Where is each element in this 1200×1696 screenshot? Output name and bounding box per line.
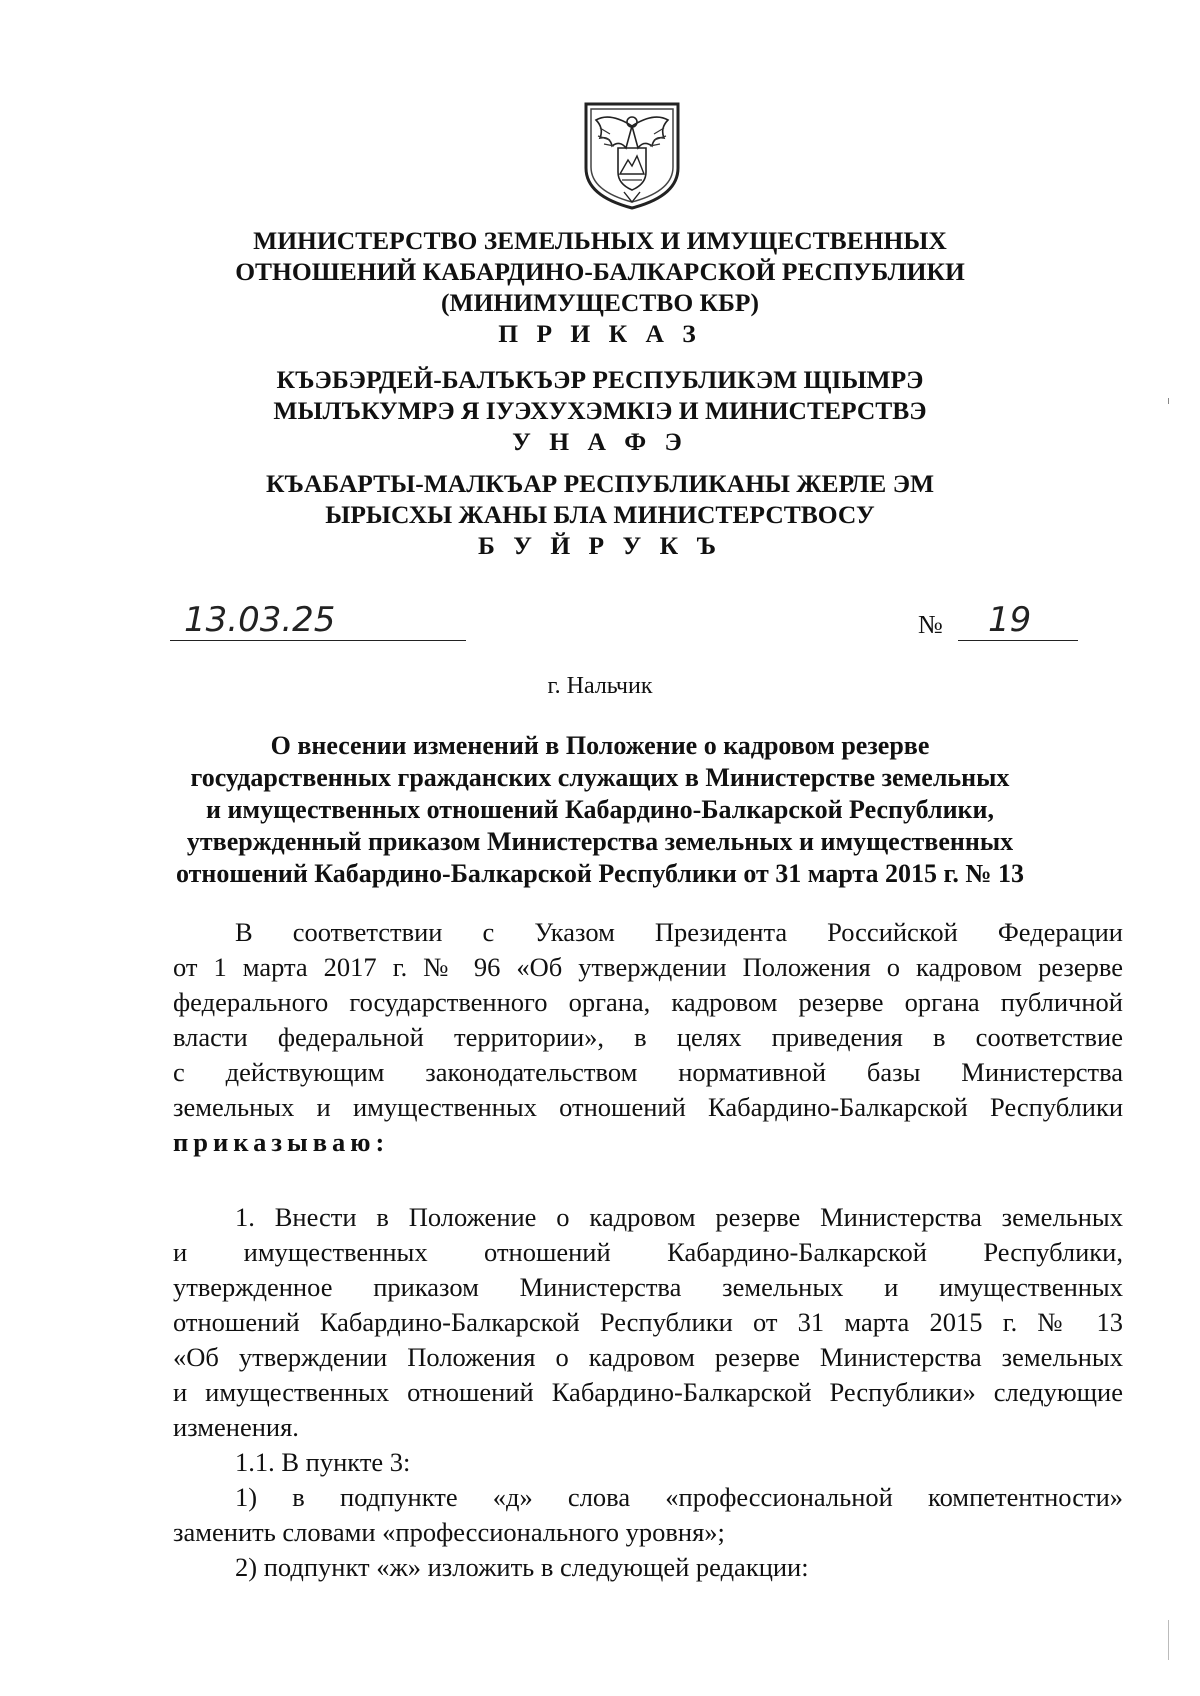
number-field (958, 600, 1078, 641)
text-line: отношений Кабардино-Балкарской Республики от 31 марта 2015 г. № 13 (173, 1307, 1123, 1337)
title-line: отношений Кабардино-Балкарской Республики от 31 марта 2015 г. № 13 (175, 859, 1025, 888)
ministry-name-line: МИНИСТЕРСТВО ЗЕМЕЛЬНЫХ И ИМУЩЕСТВЕННЫХ (253, 226, 947, 255)
scan-mark (1168, 398, 1169, 404)
subitem-1-cont: заменить словами «профессионального уровня»; (173, 1517, 725, 1547)
text-line: от 1 марта 2017 г. № 96 «Об утверждении Положения о кадровом резерве (173, 952, 1123, 982)
ministry-name-block (0, 225, 1200, 349)
subitem-1: 1) в подпункте «д» слова «профессиональной компетентности» (235, 1482, 1123, 1512)
title-line: О внесении изменений в Положение о кадровом резерве (270, 731, 930, 760)
handwritten-number: 19 (988, 600, 1032, 640)
date-field (170, 600, 466, 641)
text-line: изменения. (173, 1412, 299, 1442)
text-line: утвержденное приказом Министерства земельных и имущественных (173, 1272, 1123, 1302)
item-1-paragraph (173, 1200, 1123, 1585)
text-line: земельных и имущественных отношений Кабардино-Балкарской Республики (173, 1092, 1123, 1122)
text-line: 1. Внести в Положение о кадровом резерве Министерства земельных (235, 1202, 1123, 1232)
coat-of-arms-emblem (580, 98, 684, 211)
item-1-1: 1.1. В пункте 3: (235, 1447, 411, 1477)
number-label: № (918, 610, 943, 639)
handwritten-date: 13.03.25 (184, 600, 336, 640)
order-heading-kabardian: У Н А Ф Э (512, 427, 688, 456)
order-heading-balkar: Б У Й Р У К Ъ (478, 531, 722, 560)
title-line: утвержденный приказом Министерства земельных и имущественных (186, 827, 1014, 856)
ministry-name-balkar-block (0, 468, 1200, 561)
ministry-name-line: МЫЛЪКУМРЭ Я IУЭХУХЭМКIЭ И МИНИСТЕРСТВЭ (273, 396, 927, 425)
text-line: и имущественных отношений Кабардино-Балкарской Республики» следующие (173, 1377, 1123, 1407)
ministry-name-line: ЫРЫСХЫ ЖАНЫ БЛА МИНИСТЕРСТВОСУ (325, 500, 875, 529)
ministry-name-line: ОТНОШЕНИЙ КАБАРДИНО-БАЛКАРСКОЙ РЕСПУБЛИКИ (235, 257, 965, 286)
order-heading-ru: П Р И К А З (498, 319, 702, 348)
city-name: г. Нальчик (547, 673, 653, 699)
text-line: федерального государственного органа, кадровом резерве органа публичной (173, 987, 1123, 1017)
text-line: «Об утверждении Положения о кадровом резерве Министерства земельных (173, 1342, 1123, 1372)
preamble-paragraph (173, 915, 1123, 1160)
order-word: приказываю: (173, 1127, 390, 1157)
ministry-name-line: (МИНИМУЩЕСТВО КБР) (441, 288, 759, 317)
title-line: государственных гражданских служащих в Министерстве земельных (190, 763, 1010, 792)
ministry-name-line: КЪАБАРТЫ-МАЛКЪАР РЕСПУБЛИКАНЫ ЖЕРЛЕ ЭМ (265, 469, 935, 498)
text-line: власти федеральной территории», в целях приведения в соответствие (173, 1022, 1123, 1052)
text-line: с действующим законодательством нормативной базы Министерства (173, 1057, 1123, 1087)
text-line: В соответствии с Указом Президента Российской Федерации (235, 917, 1123, 947)
title-line: и имущественных отношений Кабардино-Балкарской Республики, (205, 795, 995, 824)
text-line: и имущественных отношений Кабардино-Балкарской Республики, (173, 1237, 1123, 1267)
document-title (150, 730, 1050, 890)
subitem-2: 2) подпункт «ж» изложить в следующей редакции: (235, 1552, 809, 1582)
ministry-name-line: КЪЭБЭРДЕЙ-БАЛЪКЪЭР РЕСПУБЛИКЭМ ЩIЫМРЭ (276, 365, 924, 394)
ministry-name-kabardian-block (0, 364, 1200, 457)
scan-mark (1168, 1620, 1169, 1660)
